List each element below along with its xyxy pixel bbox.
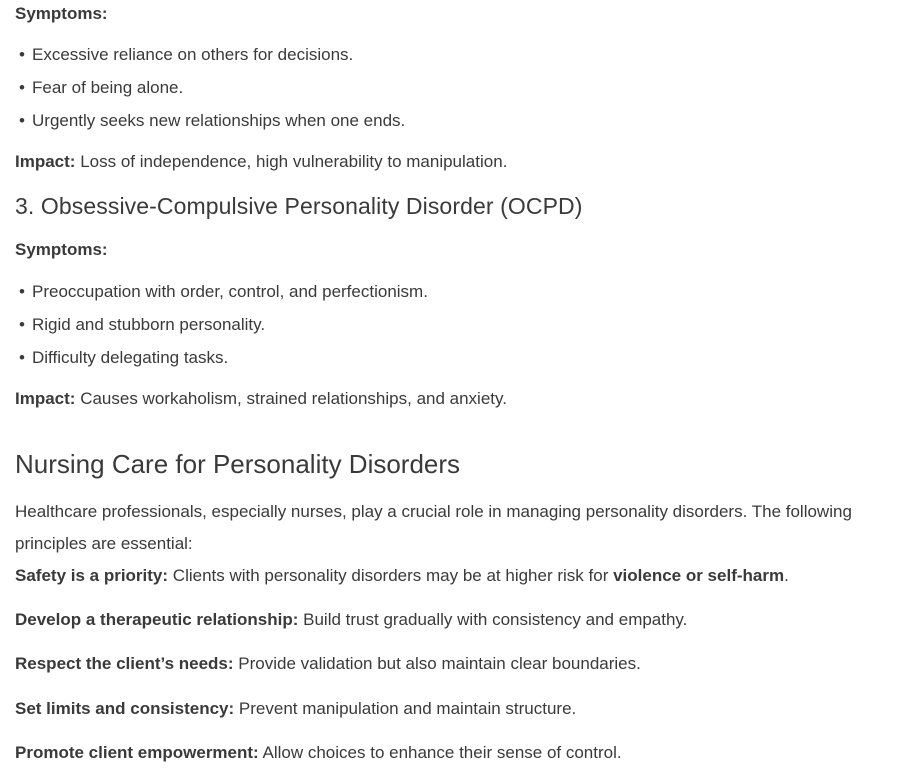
principle-emphasis: violence or self-harm [613,566,785,585]
principle-tail: . [784,566,789,585]
principle-label: Safety is a priority: [15,566,169,585]
principle-label: Develop a therapeutic relationship: [15,610,299,629]
dpd-impact [15,150,507,174]
principle-set-limits [15,697,576,721]
principle-label: Respect the client’s needs: [15,654,234,673]
impact-text: Loss of independence, high vulnerability to manipulation. [75,152,508,171]
nursing-heading: Nursing Care for Personality Disorders [15,449,461,479]
ocpd-symptoms-label: Symptoms: [15,240,108,259]
principle-text: Prevent manipulation and maintain structure. [234,699,577,718]
dpd-symptoms-label: Symptoms: [15,4,108,23]
list-item: • Urgently seeks new relationships when one ends. [32,109,405,133]
list-item: • Preoccupation with order, control, and perfectionism. [32,280,428,304]
principle-text: Provide validation but also maintain clear boundaries. [233,654,641,673]
principle-therapeutic-relationship [15,608,687,632]
list-item: • Rigid and stubborn personality. [32,313,265,337]
list-item: • Fear of being alone. [32,76,183,100]
impact-label: Impact: [15,389,76,408]
principle-label: Promote client empowerment: [15,743,259,762]
principle-label: Set limits and consistency: [15,699,235,718]
principle-text: Clients with personality disorders may be at higher risk for [168,566,614,585]
impact-label: Impact: [15,152,76,171]
impact-text: Causes workaholism, strained relationships, and anxiety. [75,389,507,408]
list-item: • Difficulty delegating tasks. [32,346,228,370]
principle-empowerment [15,741,622,765]
principle-respect-needs [15,652,641,676]
nursing-intro: Healthcare professionals, especially nurses, play a crucial role in managing personality disorders. The following principles are essential: [15,502,852,553]
principle-text: Allow choices to enhance their sense of control. [258,743,622,762]
list-item: • Excessive reliance on others for decisions. [32,43,353,67]
ocpd-impact [15,387,507,411]
ocpd-heading: 3. Obsessive-Compulsive Personality Disorder (OCPD) [15,193,583,219]
principle-text: Build trust gradually with consistency and empathy. [298,610,688,629]
principle-safety [15,564,789,588]
